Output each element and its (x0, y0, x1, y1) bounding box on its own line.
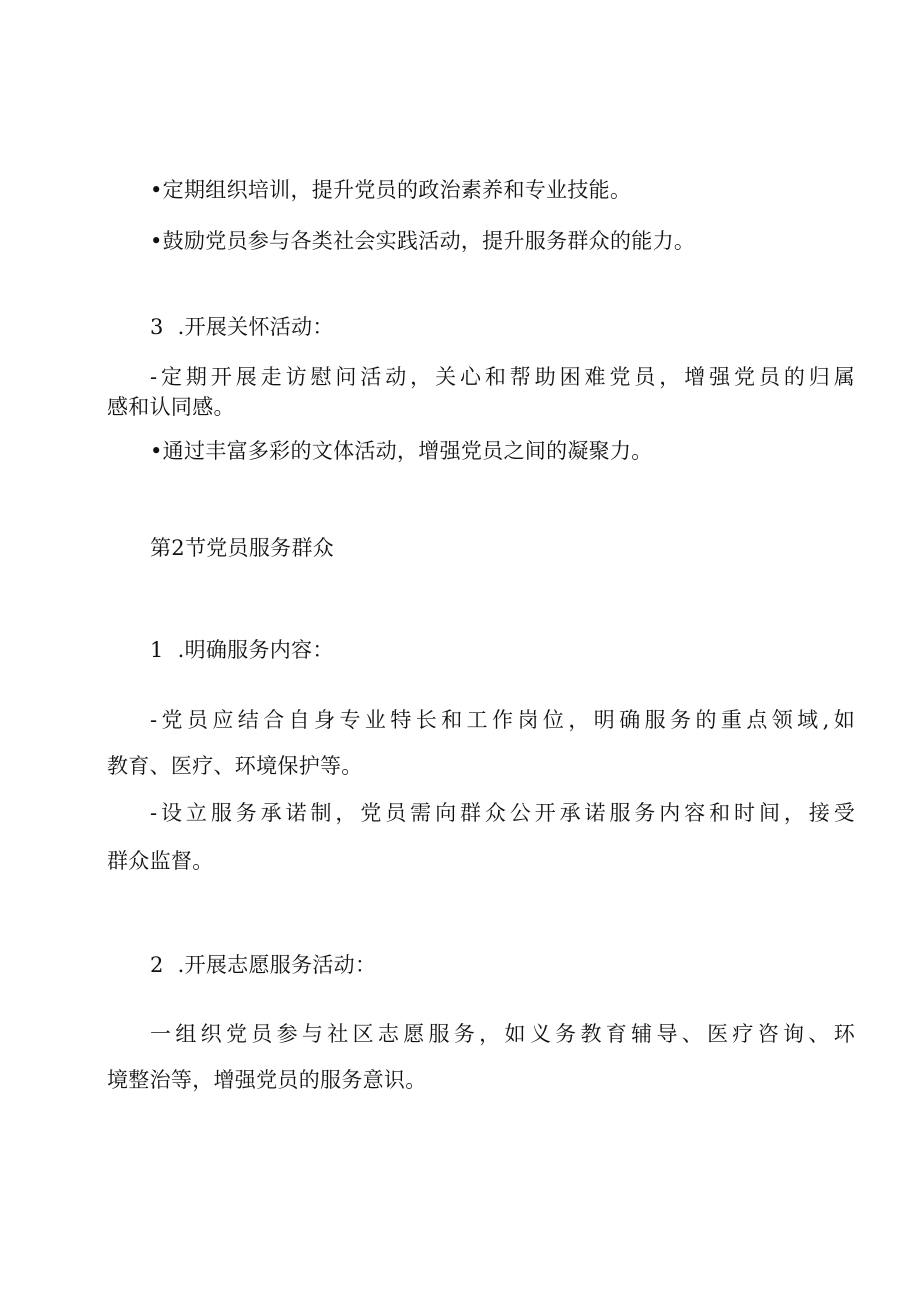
service-point-2-line-1: -设立服务承诺制，党员需向群众公开承诺服务内容和时间，接受 (150, 801, 855, 825)
service-point-1-line-1: -党员应结合自身专业特长和工作岗位，明确服务的重点领域,如 (150, 708, 855, 732)
care-point-1-line-2: 感和认同感。 (107, 395, 235, 419)
care-point-2: •通过丰富多彩的文体活动，增强党员之间的凝聚力。 (150, 439, 653, 463)
heading-volunteer: 2 .开展志愿服务活动： (150, 953, 377, 977)
bullet-social-practice: •鼓励党员参与各类社会实践活动，提升服务群众的能力。 (150, 229, 696, 253)
heading-care-activities: 3 .开展关怀活动： (150, 315, 334, 339)
volunteer-point-1-line-1: 一组织党员参与社区志愿服务，如义务教育辅导、医疗咨询、环 (150, 1022, 855, 1046)
service-point-1-line-2: 教育、医疗、环境保护等。 (107, 754, 363, 778)
service-point-2-line-2: 群众监督。 (107, 849, 214, 873)
heading-service-content: 1 .明确服务内容： (150, 638, 334, 662)
bullet-training: •定期组织培训，提升党员的政治素养和专业技能。 (150, 178, 632, 202)
volunteer-point-1-line-2: 境整治等，增强党员的服务意识。 (107, 1068, 427, 1092)
care-point-1-line-1: -定期开展走访慰问活动，关心和帮助困难党员，增强党员的归属 (150, 365, 855, 389)
section-title: 第2节党员服务群众 (150, 536, 335, 560)
